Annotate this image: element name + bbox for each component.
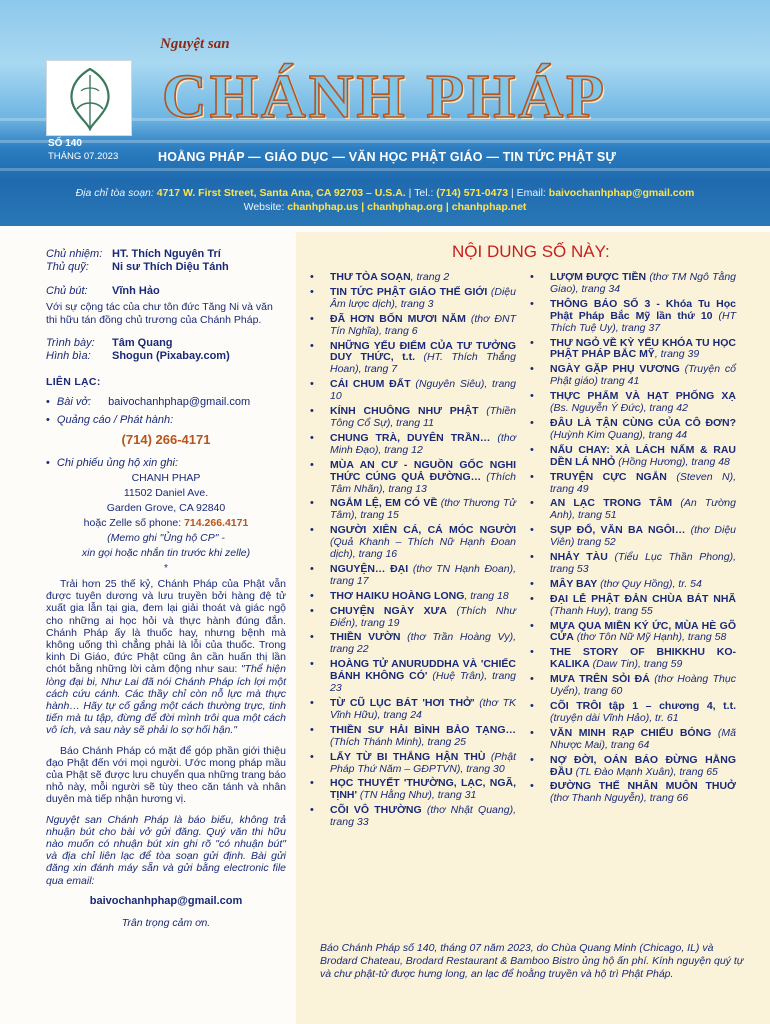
toc-entry-detail: (Truyện cổ Phật giáo) trang 41 [550, 363, 736, 388]
bodhi-leaf-icon [47, 61, 133, 137]
toc-entry-title: AN LẠC TRONG TÂM [550, 497, 673, 510]
issue-info [48, 138, 118, 162]
toc-entry-detail: (thơ Trần Hoàng Vy), trang 22 [330, 631, 516, 656]
toc-entry-detail: (Huệ Trân), trang 23 [330, 670, 517, 695]
toc-entry-detail: (Tiểu Lục Thần Phong), trang 53 [550, 551, 737, 575]
thanks-note: Trân trọng cảm ơn. [121, 916, 211, 929]
toc-entry-detail: (Nguyên Siêu), trang 10 [330, 378, 516, 403]
toc-entry[interactable] [530, 755, 736, 779]
toc-title: NỘI DUNG SỐ NÀY: [452, 242, 610, 261]
toc-entry[interactable] [310, 752, 516, 776]
separator-star: * [164, 563, 168, 574]
magazine-supertitle: Nguyệt san [160, 36, 230, 52]
toc-entry-detail: (Quả Khanh – Thích Nữ Hạnh Đoan dịch), trang 16 [330, 536, 516, 561]
toc-entry[interactable] [530, 525, 736, 549]
toc-entry-detail: , trang 18 [464, 589, 509, 602]
staff-thu-quy: Thủ quỹ: Ni sư Thích Diệu Tánh [46, 261, 229, 273]
toc-entry-title: SỤP ĐỔ, VĂN BA NGÔI… [550, 524, 686, 537]
toc-entry-title: NGÀY GẶP PHỤ VƯƠNG [550, 363, 680, 376]
articles-email-link[interactable]: baivochanhphap@gmail.com [108, 396, 251, 408]
toc-entry-detail: (TL Đào Mạnh Xuân), trang 65 [572, 765, 718, 778]
table-of-contents [296, 232, 770, 1024]
toc-entry-title: THÔNG BÁO SỐ 3 - Khóa Tu Học Phật Pháp Bắc Mỹ lần thứ 10 [550, 297, 736, 322]
toc-entry-title: ĐẠI LỄ PHẬT ĐẢN CHÙA BÁT NHÃ [550, 592, 736, 605]
address-line: Địa chỉ tòa soạn: 4717 W. First Street, Santa Ana, CA 92703 – U.S.A. | Tel.: (714) 571-0473 | Email: baivochanhphap@gmail.com [75, 187, 695, 199]
toc-entry-detail: (thơ Thương Tử Tâm), trang 15 [330, 497, 517, 522]
toc-entry-detail: (truyện dài Vĩnh Hảo), tr. 61 [550, 711, 679, 724]
toc-entry[interactable] [530, 445, 736, 469]
toc-entry[interactable] [530, 338, 736, 362]
toc-entry-title: CHUYỆN NGÀY XƯA [330, 604, 447, 617]
toc-column-2 [530, 272, 736, 808]
toc-entry-title: THIỀN VƯỜN [330, 631, 401, 644]
tel-number: (714) 571-0473 [436, 187, 509, 199]
toc-entry[interactable] [310, 698, 516, 722]
toc-entry-title: ĐÃ HƠN BỐN MƯƠI NĂM [330, 312, 466, 325]
toc-entry[interactable] [310, 525, 516, 561]
toc-column-1 [310, 272, 516, 832]
toc-entry-detail: (thơ Thanh Nguyễn), trang 66 [550, 792, 689, 805]
toc-entry-title: CÁI CHUM ĐẤT [330, 378, 411, 391]
toc-entry[interactable] [530, 418, 736, 442]
toc-entry[interactable] [310, 460, 516, 496]
toc-entry[interactable] [530, 552, 736, 576]
staff-chu-nhiem: Chủ nhiệm: HT. Thích Nguyên Trí [46, 248, 221, 260]
toc-entry[interactable] [310, 272, 516, 284]
toc-entry[interactable] [310, 433, 516, 457]
toc-entry[interactable] [310, 498, 516, 522]
toc-entry[interactable] [310, 632, 516, 656]
magazine-title: CHÁNH PHÁP [162, 63, 608, 131]
contact-check: • Chi phiếu ủng hộ xin ghi: [46, 457, 179, 469]
toc-entry-detail: (Mã Nhược Mai), trang 64 [550, 726, 736, 751]
toc-entry-detail: (An Tường Anh), trang 51 [550, 497, 736, 522]
toc-entry-title: NHẢY TÀU [550, 551, 608, 564]
contact-ads: • Quảng cáo / Phát hành: [46, 414, 174, 426]
toc-entry-title: THỰC PHẨM VÀ HẠT PHỐNG XẠ [550, 390, 736, 403]
toc-entry-detail: (thơ ĐNT Tín Nghĩa), trang 6 [330, 312, 516, 337]
toc-entry[interactable] [310, 606, 516, 630]
toc-entry-detail: (Bs. Nguyễn Ý Đức), trang 42 [550, 402, 688, 415]
toc-entry-title: TIN TỨC PHẬT GIÁO THẾ GIỚI [330, 285, 488, 298]
toc-entry[interactable] [310, 725, 516, 749]
tagline: HOẰNG PHÁP — GIÁO DỤC — VĂN HỌC PHẬT GIÁO — TIN TỨC PHẬT SỰ [158, 150, 617, 164]
toc-entry-title: MÂY BAY [550, 577, 598, 590]
staff-chu-but: Chủ bút: Vĩnh Hảo [46, 285, 160, 297]
toc-entry-detail: (Steven N), trang 49 [550, 470, 736, 495]
toc-entry-title: ĐÂU LÀ TẬN CÙNG CỦA CÔ ĐƠN? [550, 416, 736, 429]
toc-entry-title: NỢ ĐỜI, OÁN BÁO ĐỪNG HẰNG ĐẦU [550, 753, 736, 778]
issue-month: THÁNG 07.2023 [48, 151, 119, 162]
toc-entry-detail: (Phật Pháp Thứ Năm – GĐPTVN), trang 30 [330, 750, 517, 775]
toc-entry-detail: (thơ Quy Hồng), tr. 54 [597, 577, 702, 590]
toc-entry-detail: (thơ Nhật Quang), trang 33 [330, 804, 516, 829]
toc-entry-detail: (Daw Tin), trang 59 [589, 658, 683, 671]
toc-entry-detail: (Diệu Âm lược dịch), trang 3 [330, 285, 516, 310]
toc-entry[interactable] [530, 647, 736, 671]
toc-entry[interactable] [530, 579, 736, 591]
toc-entry[interactable] [530, 364, 736, 388]
toc-entry-title: HỌC THUYẾT 'THƯỜNG, LẠC, NGÃ, TỊNH' [330, 777, 516, 802]
toc-entry-detail: (HT Thích Tuệ Uy), trang 37 [550, 309, 736, 334]
header-banner [0, 0, 770, 226]
staff-note: Với sự cộng tác của chư tôn đức Tăng Ni và văn thi hữu tán đồng chủ trương của Chánh Pháp. [46, 301, 273, 326]
toc-entry-detail: (thơ TK Vĩnh Hữu), trang 24 [330, 697, 516, 721]
magazine-logo [46, 60, 132, 136]
sponsor-note: Báo Chánh Pháp số 140, tháng 07 năm 2023, do Chùa Quang Minh (Chicago, IL) và Brodard Chateau, Brodard Restaurant & Bamboo Bistro ủng hộ ấn phí. Kính nguyện quý tự và chư phật-tử được hưng long, an lạc để hoằng truyền và hộ trì Phật Pháp. [320, 942, 744, 980]
toc-entry[interactable] [530, 701, 736, 725]
toc-entry[interactable] [530, 674, 736, 698]
toc-entry-title: TRUYỆN CỰC NGẮN [550, 470, 667, 483]
toc-entry[interactable] [310, 406, 516, 430]
toc-entry[interactable] [530, 498, 736, 522]
zelle-phone: 714.266.4171 [184, 517, 249, 529]
toc-entry-detail: (thơ Hoàng Thục Uyển), trang 60 [550, 673, 736, 698]
toc-entry[interactable] [530, 621, 736, 645]
toc-entry[interactable] [310, 564, 516, 588]
mailing-address: CHANH PHAP 11502 Daniel Ave. Garden Grove, CA 92840 hoặc Zelle số phone: 714.266.4171 (Memo ghi "Ủng hộ CP" - xin gọi hoặc nhắn tin trước khi zelle) [81, 472, 251, 559]
toc-entry-title: THƠ HAIKU HOÀNG LONG [330, 589, 465, 602]
header-email-link[interactable]: baivochanhphap@gmail.com [548, 187, 695, 199]
toc-entry[interactable] [310, 591, 516, 603]
staff-trinh-bay: Trình bày: Tâm Quang [46, 337, 173, 349]
toc-entry[interactable] [310, 287, 516, 311]
toc-entry-detail: , trang 39 [654, 348, 700, 361]
toc-entry-title: LẤY TỪ BI THẮNG HẬN THÙ [330, 750, 486, 763]
toc-entry-title: VĂN MINH RẠP CHIẾU BÓNG [550, 726, 712, 739]
toc-entry-title: MỰA QUA MIỀN KÝ ỨC, MÙA HÈ GÕ CỬA [550, 619, 736, 644]
toc-entry-title: NGUYỆN… ĐẠI [330, 562, 409, 575]
toc-entry-title: CÕI TRÔI tập 1 – chương 4, t.t. [550, 700, 736, 712]
toc-entry[interactable] [530, 299, 736, 335]
toc-entry-title: TỪ CŨ LỤC BÁT 'HƠI THỞ' [330, 697, 475, 709]
toc-entry-detail: (thơ Minh Đạo), trang 12 [330, 431, 516, 456]
toc-entry-title: THƯ TÒA SOẠN [330, 271, 411, 283]
toc-entry-detail: (TN Hằng Như), trang 31 [357, 789, 477, 802]
toc-entry-title: ĐƯỜNG THẾ NHÂN MUÔN THUỞ [550, 780, 736, 793]
issue-number: SỐ 140 [48, 138, 82, 149]
toc-entry[interactable] [310, 341, 516, 377]
masthead-column [46, 248, 286, 929]
ads-phone: (714) 266-4171 [121, 432, 211, 447]
toc-entry-detail: (Huỳnh Kim Quang), trang 44 [550, 428, 688, 441]
toc-entry-detail: (thơ Tôn Nữ Mỹ Hạnh), trang 58 [573, 631, 727, 644]
toc-entry-title: KÍNH CHUÔNG NHƯ PHẬT [330, 405, 479, 418]
toc-entry[interactable] [530, 728, 736, 752]
toc-entry-title: NGƯỜI XIÊN CÁ, CÁ MÓC NGƯỜI [330, 524, 516, 537]
toc-entry-title: LƯỢM ĐƯỢC TIỀN [550, 271, 647, 283]
toc-entry[interactable] [310, 805, 516, 829]
toc-entry-detail: (HT. Thích Thắng Hoan), trang 7 [330, 351, 516, 376]
toc-entry[interactable] [310, 379, 516, 403]
toc-entry-title: THƯ NGỎ VỀ KỲ YẾU KHÓA TU HỌC PHẬT PHÁP BẮC MỸ [550, 336, 736, 361]
purpose-paragraph: Báo Chánh Pháp có mặt để góp phần giới thiệu đạo Phật đến với mọi người. Ước mong pháp mầu của Phật sẽ được lưu chuyển qua những trang báo nhỏ này, mỗi người sẽ tùy theo căn tánh và nhân duyên mà tiếp nhận hương vị. [46, 744, 286, 806]
toc-entry-title: CHUNG TRÀ, DUYÊN TRẦN… [330, 431, 491, 444]
toc-entry-title: NHỮNG YẾU ĐIỂM CỦA TƯ TƯỞNG DUY THỨC, t.t. [330, 339, 516, 364]
website-line: Website: chanhphap.us | chanhphap.org | chanhphap.net [243, 201, 527, 213]
staff-hinh-bia: Hình bìa: Shogun (Pixabay.com) [46, 350, 230, 362]
toc-entry-detail: (Thích Thánh Minh), trang 25 [330, 735, 466, 748]
toc-entry-title: CÕI VÔ THƯỜNG [330, 804, 422, 817]
toc-entry-title: MƯA TRÊN SỎI ĐÁ [550, 673, 650, 686]
toc-entry-detail: (thơ Diệu Viên) trang 52 [550, 524, 737, 549]
toc-entry-detail: (Hồng Hương), trang 48 [615, 455, 730, 468]
toc-entry[interactable] [310, 659, 516, 695]
toc-entry-title: NGẮM LỆ, EM CÓ VỀ [330, 497, 438, 510]
toc-entry-detail: (Thiền Tông Cổ Sự), trang 11 [330, 405, 516, 429]
toc-entry-title: HOÀNG TỬ ANURUDDHA VÀ 'CHIẾC BÁNH KHÔNG CÓ' [330, 658, 516, 683]
address-street: 4717 W. First Street, Santa Ana, CA 92703 – U.S.A. [156, 187, 406, 199]
toc-entry-detail: (Thanh Huy), trang 55 [550, 604, 653, 617]
toc-entry[interactable] [530, 391, 736, 415]
intro-paragraph: Trải hơn 25 thế kỷ, Chánh Pháp của Phật vẫn được tuyên dương và lưu truyền bởi hàng đệ tử xuất gia lẫn tại gia, đem lại giải thoát và giác ngộ cho những ai học hỏi và thực hành đúng đắn. Chánh Pháp ấy là thuốc hay, nhưng bệnh mà không uống thì chẳng phải là lỗi của thuốc. Trong kinh Di Giáo, đức Phật cũng ân cần huấn thị lần chót bằng những lời cảm động như sau: "Thể hiện lòng đại bi, Như Lai đã nói Chánh Pháp ích lợi một cách cứu cánh. Các thầy chỉ còn nỗ lực mà thực hành… Hãy tự cố gắng một cách thường trực, tinh tiến mà tu tập, đừng để đời mình trôi qua một cách vô ích, và sau này sẽ phải lo sợ hối hận." [46, 578, 286, 737]
toc-entry[interactable] [530, 472, 736, 496]
toc-entry-detail: , trang 2 [410, 271, 450, 283]
toc-entry[interactable] [530, 272, 736, 296]
submission-email-link[interactable]: baivochanhphap@gmail.com [89, 894, 243, 907]
toc-entry-detail: (thơ TM Ngô Tằng Giao), trang 34 [550, 271, 737, 295]
toc-entry-title: MÙA AN CƯ - NGUỒN GỐC NGHI THỨC CÚNG QUẢ ĐƯỜNG… [330, 458, 516, 483]
toc-entry-title: THE STORY OF BHIKKHU KO-KALIKA [550, 646, 736, 671]
toc-entry-title: THIỀN SƯ HẢI BÌNH BẢO TẠNG… [330, 723, 516, 736]
toc-entry-detail: (Thích Như Điển), trang 19 [330, 604, 516, 629]
toc-entry[interactable] [310, 314, 516, 338]
contact-articles: • Bài vở: baivochanhphap@gmail.com [46, 396, 251, 408]
contact-header: LIÊN LẠC: [46, 376, 101, 388]
submission-paragraph: Nguyệt san Chánh Pháp là báo biếu, không trả nhuận bút cho bài vở gửi đăng. Quý văn thi hữu nào muốn có nhuận bút xin ghi rõ "có nhuận bút" và địa chỉ liên lạc để tòa soạn gửi định. Bài gửi đăng xin đánh máy sẵn và gửi bằng electronic file qua email: [46, 813, 286, 887]
toc-entry[interactable] [310, 778, 516, 802]
toc-entry-title: NẤU CHAY: XÀ LÁCH NẤM & RAU DỀN LÁ NHỎ [550, 443, 736, 468]
toc-entry[interactable] [530, 781, 736, 805]
toc-entry-detail: (thơ TN Hạnh Đoan), trang 17 [330, 562, 516, 587]
website-links[interactable]: chanhphap.us | chanhphap.org | chanhphap.net [287, 201, 527, 213]
toc-entry-detail: (Thích Tâm Nhãn), trang 13 [330, 470, 516, 495]
toc-entry[interactable] [530, 594, 736, 618]
